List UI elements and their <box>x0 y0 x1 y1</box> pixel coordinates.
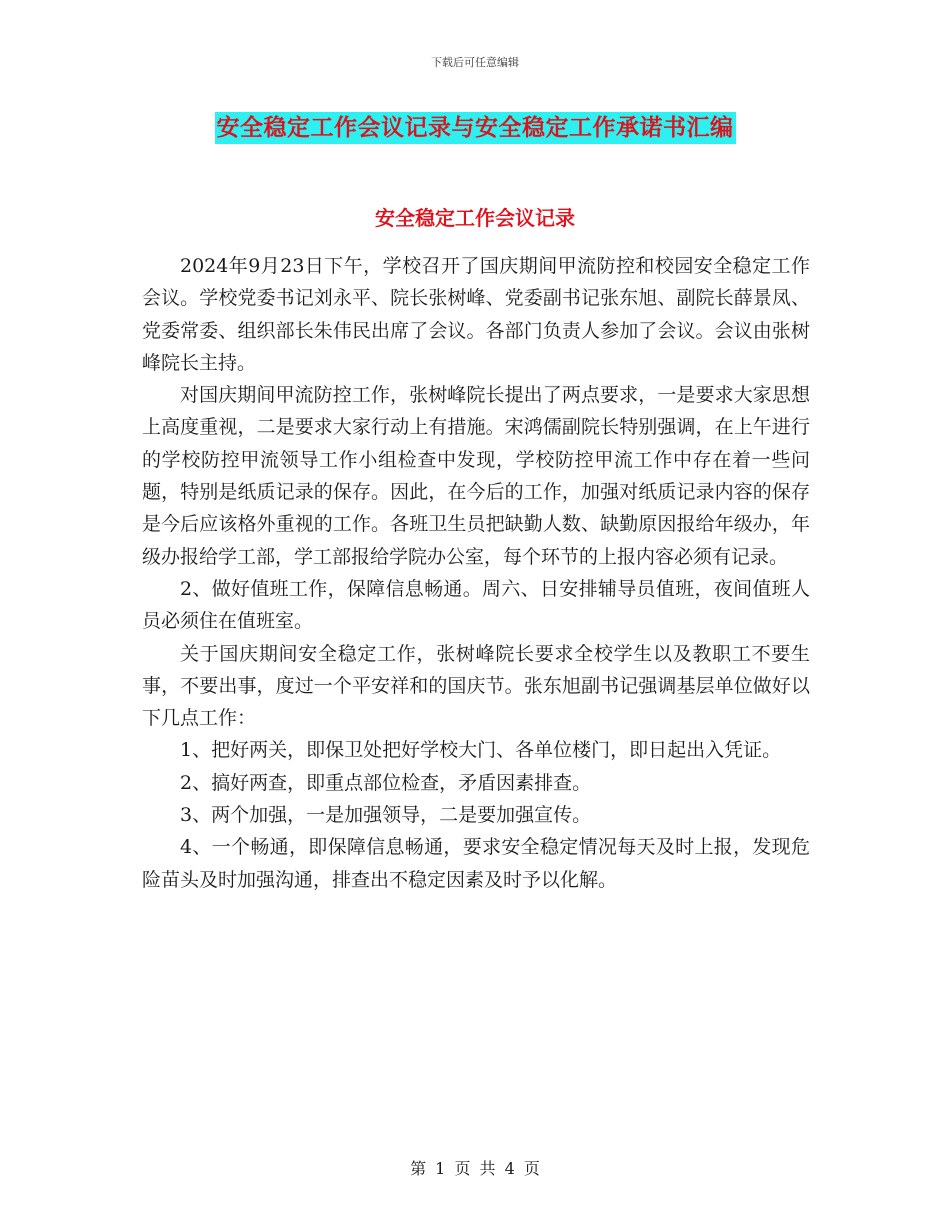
paragraph: 2024年9月23日下午，学校召开了国庆期间甲流防控和校园安全稳定工作会议。学校党委书记刘永平、院长张树峰、党委副书记张东旭、副院长薛景凤、党委常委、组织部长朱伟民出席了会议。各部门负责人参加了会议。会议由张树峰院长主持。 <box>142 255 810 374</box>
page-footer: 第 1 页 共 4 页 <box>410 1159 540 1178</box>
paragraph: 关于国庆期间安全稳定工作，张树峰院长要求全校学生以及教职工不要生事，不要出事，度过一个平安祥和的国庆节。张东旭副书记强调基层单位做好以下几点工作： <box>142 642 810 730</box>
header-note: 下载后可任意编辑 <box>431 56 519 69</box>
paragraph: 4、一个畅通，即保障信息畅通，要求安全稳定情况每天及时上报，发现危险苗头及时加强沟通，排查出不稳定因素及时予以化解。 <box>142 836 810 891</box>
paragraph: 2、做好值班工作，保障信息畅通。周六、日安排辅导员值班，夜间值班人员必须住在值班室。 <box>142 577 810 633</box>
paragraph: 3、两个加强，一是加强领导，二是要加强宣传。 <box>180 804 592 827</box>
document-body <box>142 250 810 896</box>
paragraph: 对国庆期间甲流防控工作，张树峰院长提出了两点要求，一是要求大家思想上高度重视，二是要求大家行动上有措施。宋鸿儒副院长特别强调，在上午进行的学校防控甲流领导工作小组检查中发现，学校防控甲流工作中存在着一些问题，特别是纸质记录的保存。因此，在今后的工作，加强对纸质记录内容的保存是今后应该格外重视的工作。各班卫生员把缺勤人数、缺勤原因报给年级办，年级办报给学工部，学工部报给学院办公室，每个环节的上报内容必须有记录。 <box>142 384 810 568</box>
paragraph: 1、把好两关，即保卫处把好学校大门、各单位楼门，即日起出入凭证。 <box>180 739 782 762</box>
main-title: 安全稳定工作会议记录与安全稳定工作承诺书汇编 <box>215 112 736 144</box>
section-title: 安全稳定工作会议记录 <box>375 206 575 230</box>
main-title-container <box>0 112 950 144</box>
paragraph: 2、搞好两查，即重点部位检查，矛盾因素排查。 <box>180 771 592 794</box>
